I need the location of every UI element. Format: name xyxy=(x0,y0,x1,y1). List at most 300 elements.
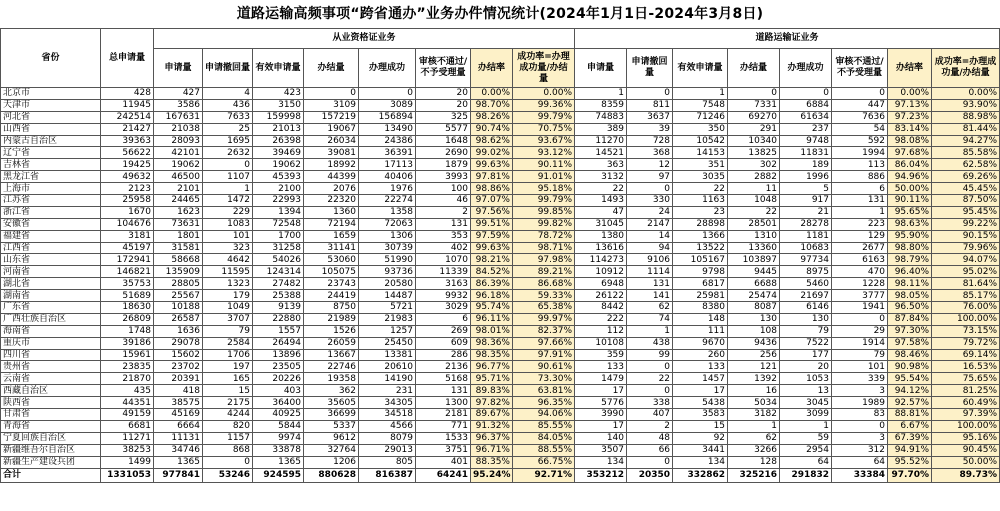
table-cell: 66 xyxy=(627,444,673,456)
province-cell: 江苏省 xyxy=(1,195,101,207)
table-cell: 165 xyxy=(203,373,253,385)
table-cell: 99.63% xyxy=(471,159,513,171)
table-cell: 28501 xyxy=(728,218,780,230)
table-row xyxy=(1,420,1000,432)
table-row xyxy=(1,432,1000,444)
table-cell: 33878 xyxy=(253,444,304,456)
table-cell: 51990 xyxy=(359,254,416,266)
province-cell: 海南省 xyxy=(1,325,101,337)
table-cell: 79 xyxy=(780,325,832,337)
table-cell: 60.49% xyxy=(932,397,1000,409)
table-cell: 2 xyxy=(627,420,673,432)
table-cell: 87.84% xyxy=(888,313,932,325)
table-cell: 256 xyxy=(728,349,780,361)
table-cell: 18992 xyxy=(304,159,359,171)
table-cell: 2123 xyxy=(101,183,154,195)
table-cell: 820 xyxy=(203,420,253,432)
table-cell: 46500 xyxy=(154,171,203,183)
table-cell: 3266 xyxy=(728,444,780,456)
province-cell: 广东省 xyxy=(1,302,101,314)
table-cell: 20 xyxy=(416,88,471,100)
table-cell: 98.08% xyxy=(888,135,932,147)
table-cell: 14487 xyxy=(359,290,416,302)
table-cell: 35753 xyxy=(101,278,154,290)
header-col: 办结率 xyxy=(888,49,932,88)
table-cell: 1323 xyxy=(203,278,253,290)
table-cell: 3029 xyxy=(416,302,471,314)
table-cell: 23743 xyxy=(304,278,359,290)
table-cell: 363 xyxy=(575,159,627,171)
table-cell: 924595 xyxy=(253,468,304,482)
header-col: 申请量 xyxy=(154,49,203,88)
table-cell: 29 xyxy=(832,325,888,337)
province-cell: 合计 xyxy=(1,468,101,482)
table-cell: 100 xyxy=(416,183,471,195)
table-cell: 71246 xyxy=(673,111,728,123)
table-cell: 90.45% xyxy=(932,444,1000,456)
table-cell: 25 xyxy=(203,123,253,135)
table-cell: 95.02% xyxy=(932,266,1000,278)
table-cell: 134 xyxy=(575,456,627,468)
table-cell: 98.11% xyxy=(888,278,932,290)
table-cell: 368 xyxy=(627,147,673,159)
table-row xyxy=(1,88,1000,100)
table-cell: 29078 xyxy=(154,337,203,349)
table-cell: 75.65% xyxy=(932,373,1000,385)
table-cell: 3637 xyxy=(627,111,673,123)
table-cell: 53246 xyxy=(203,468,253,482)
table-cell: 157219 xyxy=(304,111,359,123)
table-cell: 96.35% xyxy=(513,397,575,409)
table-cell: 96.77% xyxy=(471,361,513,373)
table-cell: 0 xyxy=(832,313,888,325)
table-body xyxy=(1,88,1000,483)
table-cell: 64 xyxy=(780,456,832,468)
table-cell: 20350 xyxy=(627,468,673,482)
table-cell: 94.06% xyxy=(513,409,575,421)
table-cell: 1331053 xyxy=(101,468,154,482)
table-cell: 14 xyxy=(627,230,673,242)
table-cell: 19067 xyxy=(304,123,359,135)
table-cell: 130 xyxy=(780,313,832,325)
table-cell: 13522 xyxy=(673,242,728,254)
table-cell: 99.82% xyxy=(513,218,575,230)
table-cell: 98.71% xyxy=(513,242,575,254)
table-cell: 97.13% xyxy=(888,99,932,111)
header-col: 有效申请量 xyxy=(253,49,304,88)
table-cell: 85.17% xyxy=(932,290,1000,302)
table-cell: 40925 xyxy=(253,409,304,421)
table-cell: 22 xyxy=(575,183,627,195)
table-cell: 23835 xyxy=(101,361,154,373)
table-cell: 4642 xyxy=(203,254,253,266)
table-cell: 229 xyxy=(203,206,253,218)
province-cell: 陕西省 xyxy=(1,397,101,409)
province-cell: 天津市 xyxy=(1,99,101,111)
table-cell: 42101 xyxy=(154,147,203,159)
header-col: 申请撤回量 xyxy=(203,49,253,88)
table-cell: 97 xyxy=(627,171,673,183)
table-cell: 79 xyxy=(832,349,888,361)
table-cell: 9974 xyxy=(253,432,304,444)
table-cell: 66.75% xyxy=(513,456,575,468)
table-cell: 6146 xyxy=(780,302,832,314)
table-cell: 29013 xyxy=(359,444,416,456)
table-cell: 88.35% xyxy=(471,456,513,468)
header-group-qualification: 从业资格证业务 xyxy=(154,29,575,49)
table-cell: 28805 xyxy=(154,278,203,290)
table-cell: 330 xyxy=(627,195,673,207)
table-cell: 90.74% xyxy=(471,123,513,135)
table-cell: 21038 xyxy=(154,123,203,135)
table-cell: 32764 xyxy=(304,444,359,456)
province-cell: 安徽省 xyxy=(1,218,101,230)
table-cell: 9798 xyxy=(673,266,728,278)
table-cell: 89.21% xyxy=(513,266,575,278)
table-cell: 79.96% xyxy=(932,242,1000,254)
table-cell: 34746 xyxy=(154,444,203,456)
table-cell: 1499 xyxy=(101,456,154,468)
table-cell: 9670 xyxy=(673,337,728,349)
table-cell: 85.58% xyxy=(932,147,1000,159)
table-cell: 92.71% xyxy=(513,468,575,482)
table-cell: 97.68% xyxy=(888,147,932,159)
table-cell: 36699 xyxy=(304,409,359,421)
table-cell: 64241 xyxy=(416,468,471,482)
table-cell: 470 xyxy=(832,266,888,278)
table-total-row xyxy=(1,468,1000,482)
table-cell: 13381 xyxy=(359,349,416,361)
table-cell: 97.98% xyxy=(513,254,575,266)
province-cell: 内蒙古自治区 xyxy=(1,135,101,147)
table-cell: 5577 xyxy=(416,123,471,135)
table-cell: 1 xyxy=(203,183,253,195)
table-cell: 21983 xyxy=(359,313,416,325)
table-cell: 26494 xyxy=(253,337,304,349)
table-cell: 11271 xyxy=(101,432,154,444)
header-col: 申请量 xyxy=(575,49,627,88)
table-cell: 31258 xyxy=(253,242,304,254)
table-cell: 31045 xyxy=(575,218,627,230)
table-cell: 26122 xyxy=(575,290,627,302)
table-cell: 286 xyxy=(416,349,471,361)
table-cell: 20580 xyxy=(359,278,416,290)
table-cell: 1479 xyxy=(575,373,627,385)
table-cell: 51689 xyxy=(101,290,154,302)
table-cell: 38253 xyxy=(101,444,154,456)
table-cell: 159998 xyxy=(253,111,304,123)
table-cell: 1048 xyxy=(728,195,780,207)
table-cell: 6163 xyxy=(832,254,888,266)
table-cell: 56622 xyxy=(101,147,154,159)
table-cell: 45169 xyxy=(154,409,203,421)
table-cell: 3045 xyxy=(780,397,832,409)
table-cell: 2181 xyxy=(416,409,471,421)
table-cell: 1493 xyxy=(575,195,627,207)
table-cell: 1365 xyxy=(154,456,203,468)
table-cell: 2954 xyxy=(780,444,832,456)
province-cell: 贵州省 xyxy=(1,361,101,373)
table-cell: 6817 xyxy=(673,278,728,290)
table-cell: 25474 xyxy=(728,290,780,302)
table-cell: 47 xyxy=(575,206,627,218)
province-cell: 青海省 xyxy=(1,420,101,432)
province-cell: 河南省 xyxy=(1,266,101,278)
table-cell: 91.32% xyxy=(471,420,513,432)
table-cell: 15 xyxy=(203,385,253,397)
table-cell: 141 xyxy=(627,290,673,302)
table-cell: 11831 xyxy=(780,147,832,159)
table-cell: 97.56% xyxy=(471,206,513,218)
table-cell: 1748 xyxy=(101,325,154,337)
table-cell: 402 xyxy=(416,242,471,254)
table-cell: 97734 xyxy=(780,254,832,266)
table-cell: 70.75% xyxy=(513,123,575,135)
table-cell: 73631 xyxy=(154,218,203,230)
table-cell: 403 xyxy=(253,385,304,397)
table-cell: 98.70% xyxy=(471,99,513,111)
table-cell: 436 xyxy=(203,99,253,111)
province-cell: 河北省 xyxy=(1,111,101,123)
table-cell: 332862 xyxy=(673,468,728,482)
table-cell: 0 xyxy=(627,88,673,100)
table-cell: 1365 xyxy=(253,456,304,468)
table-cell: 362 xyxy=(304,385,359,397)
table-cell: 98.63% xyxy=(888,218,932,230)
table-cell: 100.00% xyxy=(932,420,1000,432)
table-cell: 101 xyxy=(832,361,888,373)
table-cell: 74 xyxy=(627,313,673,325)
table-cell: 84.05% xyxy=(513,432,575,444)
table-cell: 1636 xyxy=(154,325,203,337)
province-cell: 湖北省 xyxy=(1,278,101,290)
table-cell: 26059 xyxy=(304,337,359,349)
table-row xyxy=(1,135,1000,147)
table-cell: 1 xyxy=(575,88,627,100)
table-cell: 78.72% xyxy=(513,230,575,242)
table-cell: 1070 xyxy=(416,254,471,266)
table-cell: 131 xyxy=(416,385,471,397)
table-cell: 880628 xyxy=(304,468,359,482)
table-cell: 9748 xyxy=(780,135,832,147)
table-cell: 13896 xyxy=(253,349,304,361)
table-cell: 0 xyxy=(832,420,888,432)
table-cell: 1472 xyxy=(203,195,253,207)
table-cell: 13825 xyxy=(728,147,780,159)
table-cell: 1989 xyxy=(832,397,888,409)
table-cell: 26398 xyxy=(253,135,304,147)
table-cell: 93736 xyxy=(359,266,416,278)
table-cell: 8750 xyxy=(304,302,359,314)
header-col: 办结率 xyxy=(471,49,513,88)
table-cell: 7522 xyxy=(780,337,832,349)
table-cell: 85.55% xyxy=(513,420,575,432)
table-cell: 62 xyxy=(728,432,780,444)
table-row xyxy=(1,218,1000,230)
table-cell: 63.81% xyxy=(513,385,575,397)
table-cell: 48 xyxy=(627,432,673,444)
header-col: 申请撤回量 xyxy=(627,49,673,88)
table-cell: 3109 xyxy=(304,99,359,111)
table-cell: 69.26% xyxy=(932,171,1000,183)
table-cell: 325 xyxy=(416,111,471,123)
table-cell: 2584 xyxy=(203,337,253,349)
table-cell: 11 xyxy=(728,183,780,195)
table-row xyxy=(1,111,1000,123)
table-cell: 114273 xyxy=(575,254,627,266)
table-cell: 3441 xyxy=(673,444,728,456)
table-cell: 1457 xyxy=(673,373,728,385)
table-cell: 3507 xyxy=(575,444,627,456)
table-cell: 111 xyxy=(673,325,728,337)
table-cell: 10542 xyxy=(673,135,728,147)
table-cell: 20 xyxy=(416,99,471,111)
table-cell: 94.12% xyxy=(888,385,932,397)
table-cell: 1083 xyxy=(203,218,253,230)
table-cell: 100.00% xyxy=(932,313,1000,325)
table-cell: 44399 xyxy=(304,171,359,183)
table-cell: 13490 xyxy=(359,123,416,135)
table-cell: 11595 xyxy=(203,266,253,278)
table-cell: 98.62% xyxy=(471,135,513,147)
table-cell: 1976 xyxy=(359,183,416,195)
table-cell: 90.11% xyxy=(888,195,932,207)
table-cell: 14153 xyxy=(673,147,728,159)
table-cell: 1526 xyxy=(304,325,359,337)
table-cell: 131 xyxy=(832,195,888,207)
table-cell: 25958 xyxy=(101,195,154,207)
table-cell: 35605 xyxy=(304,397,359,409)
table-cell: 1163 xyxy=(673,195,728,207)
table-cell: 21427 xyxy=(101,123,154,135)
table-cell: 19062 xyxy=(253,159,304,171)
table-cell: 6948 xyxy=(575,278,627,290)
table-cell: 9612 xyxy=(304,432,359,444)
table-cell: 23702 xyxy=(154,361,203,373)
table-cell: 22274 xyxy=(359,195,416,207)
table-row xyxy=(1,254,1000,266)
table-row xyxy=(1,385,1000,397)
table-cell: 20610 xyxy=(359,361,416,373)
table-cell: 97.91% xyxy=(513,349,575,361)
table-cell: 237 xyxy=(780,123,832,135)
table-cell: 1706 xyxy=(203,349,253,361)
table-cell: 11131 xyxy=(154,432,203,444)
table-cell: 359 xyxy=(575,349,627,361)
table-cell: 83.14% xyxy=(888,123,932,135)
table-cell: 3182 xyxy=(728,409,780,421)
table-cell: 447 xyxy=(832,99,888,111)
table-cell: 49632 xyxy=(101,171,154,183)
table-cell: 1300 xyxy=(416,397,471,409)
table-cell: 401 xyxy=(416,456,471,468)
table-cell: 1228 xyxy=(832,278,888,290)
table-cell: 45.45% xyxy=(932,183,1000,195)
table-cell: 53060 xyxy=(304,254,359,266)
table-cell: 2076 xyxy=(304,183,359,195)
table-cell: 96.71% xyxy=(471,444,513,456)
table-cell: 2632 xyxy=(203,147,253,159)
table-cell: 21697 xyxy=(780,290,832,302)
table-cell: 1533 xyxy=(416,432,471,444)
table-cell: 3751 xyxy=(416,444,471,456)
table-cell: 25450 xyxy=(359,337,416,349)
table-cell: 98.36% xyxy=(471,337,513,349)
table-row xyxy=(1,99,1000,111)
table-cell: 38575 xyxy=(154,397,203,409)
table-cell: 5337 xyxy=(304,420,359,432)
table-cell: 302 xyxy=(728,159,780,171)
table-cell: 338 xyxy=(627,397,673,409)
table-cell: 7636 xyxy=(832,111,888,123)
table-cell: 99.51% xyxy=(471,218,513,230)
table-cell: 61634 xyxy=(780,111,832,123)
table-cell: 811 xyxy=(627,99,673,111)
table-cell: 83 xyxy=(832,409,888,421)
table-cell: 46 xyxy=(416,195,471,207)
table-cell: 98.80% xyxy=(888,242,932,254)
table-cell: 28898 xyxy=(673,218,728,230)
table-cell: 99.02% xyxy=(471,147,513,159)
table-cell: 1257 xyxy=(359,325,416,337)
table-cell: 1206 xyxy=(304,456,359,468)
province-cell: 宁夏回族自治区 xyxy=(1,432,101,444)
table-cell: 91.01% xyxy=(513,171,575,183)
table-cell: 16 xyxy=(728,385,780,397)
table-cell: 81.64% xyxy=(932,278,1000,290)
table-cell: 0.00% xyxy=(932,88,1000,100)
table-cell: 79.72% xyxy=(932,337,1000,349)
table-cell: 7331 xyxy=(728,99,780,111)
table-cell: 95.45% xyxy=(932,206,1000,218)
table-cell: 101 xyxy=(203,230,253,242)
table-cell: 133 xyxy=(575,361,627,373)
table-cell: 231 xyxy=(359,385,416,397)
table-cell: 6681 xyxy=(101,420,154,432)
table-cell: 93.90% xyxy=(932,99,1000,111)
table-cell: 97.70% xyxy=(888,468,932,482)
province-cell: 广西壮族自治区 xyxy=(1,313,101,325)
table-cell: 6 xyxy=(416,313,471,325)
table-cell: 104676 xyxy=(101,218,154,230)
table-cell: 67.39% xyxy=(888,432,932,444)
table-cell: 25388 xyxy=(253,290,304,302)
province-cell: 吉林省 xyxy=(1,159,101,171)
table-cell: 0.00% xyxy=(471,88,513,100)
table-cell: 3707 xyxy=(203,313,253,325)
table-cell: 5034 xyxy=(728,397,780,409)
table-cell: 15961 xyxy=(101,349,154,361)
table-cell: 22320 xyxy=(304,195,359,207)
table-cell: 177 xyxy=(780,349,832,361)
table-cell: 27482 xyxy=(253,278,304,290)
table-row xyxy=(1,373,1000,385)
table-row xyxy=(1,266,1000,278)
table-cell: 89.67% xyxy=(471,409,513,421)
table-cell: 90.15% xyxy=(932,230,1000,242)
table-cell: 105075 xyxy=(304,266,359,278)
table-cell: 98.35% xyxy=(471,349,513,361)
table-cell: 1157 xyxy=(203,432,253,444)
table-cell: 108 xyxy=(728,325,780,337)
table-cell: 99.79% xyxy=(513,195,575,207)
table-cell: 20391 xyxy=(154,373,203,385)
table-cell: 97.82% xyxy=(471,397,513,409)
table-cell: 9445 xyxy=(728,266,780,278)
table-cell: 92 xyxy=(673,432,728,444)
table-cell: 72548 xyxy=(253,218,304,230)
table-cell: 25981 xyxy=(673,290,728,302)
